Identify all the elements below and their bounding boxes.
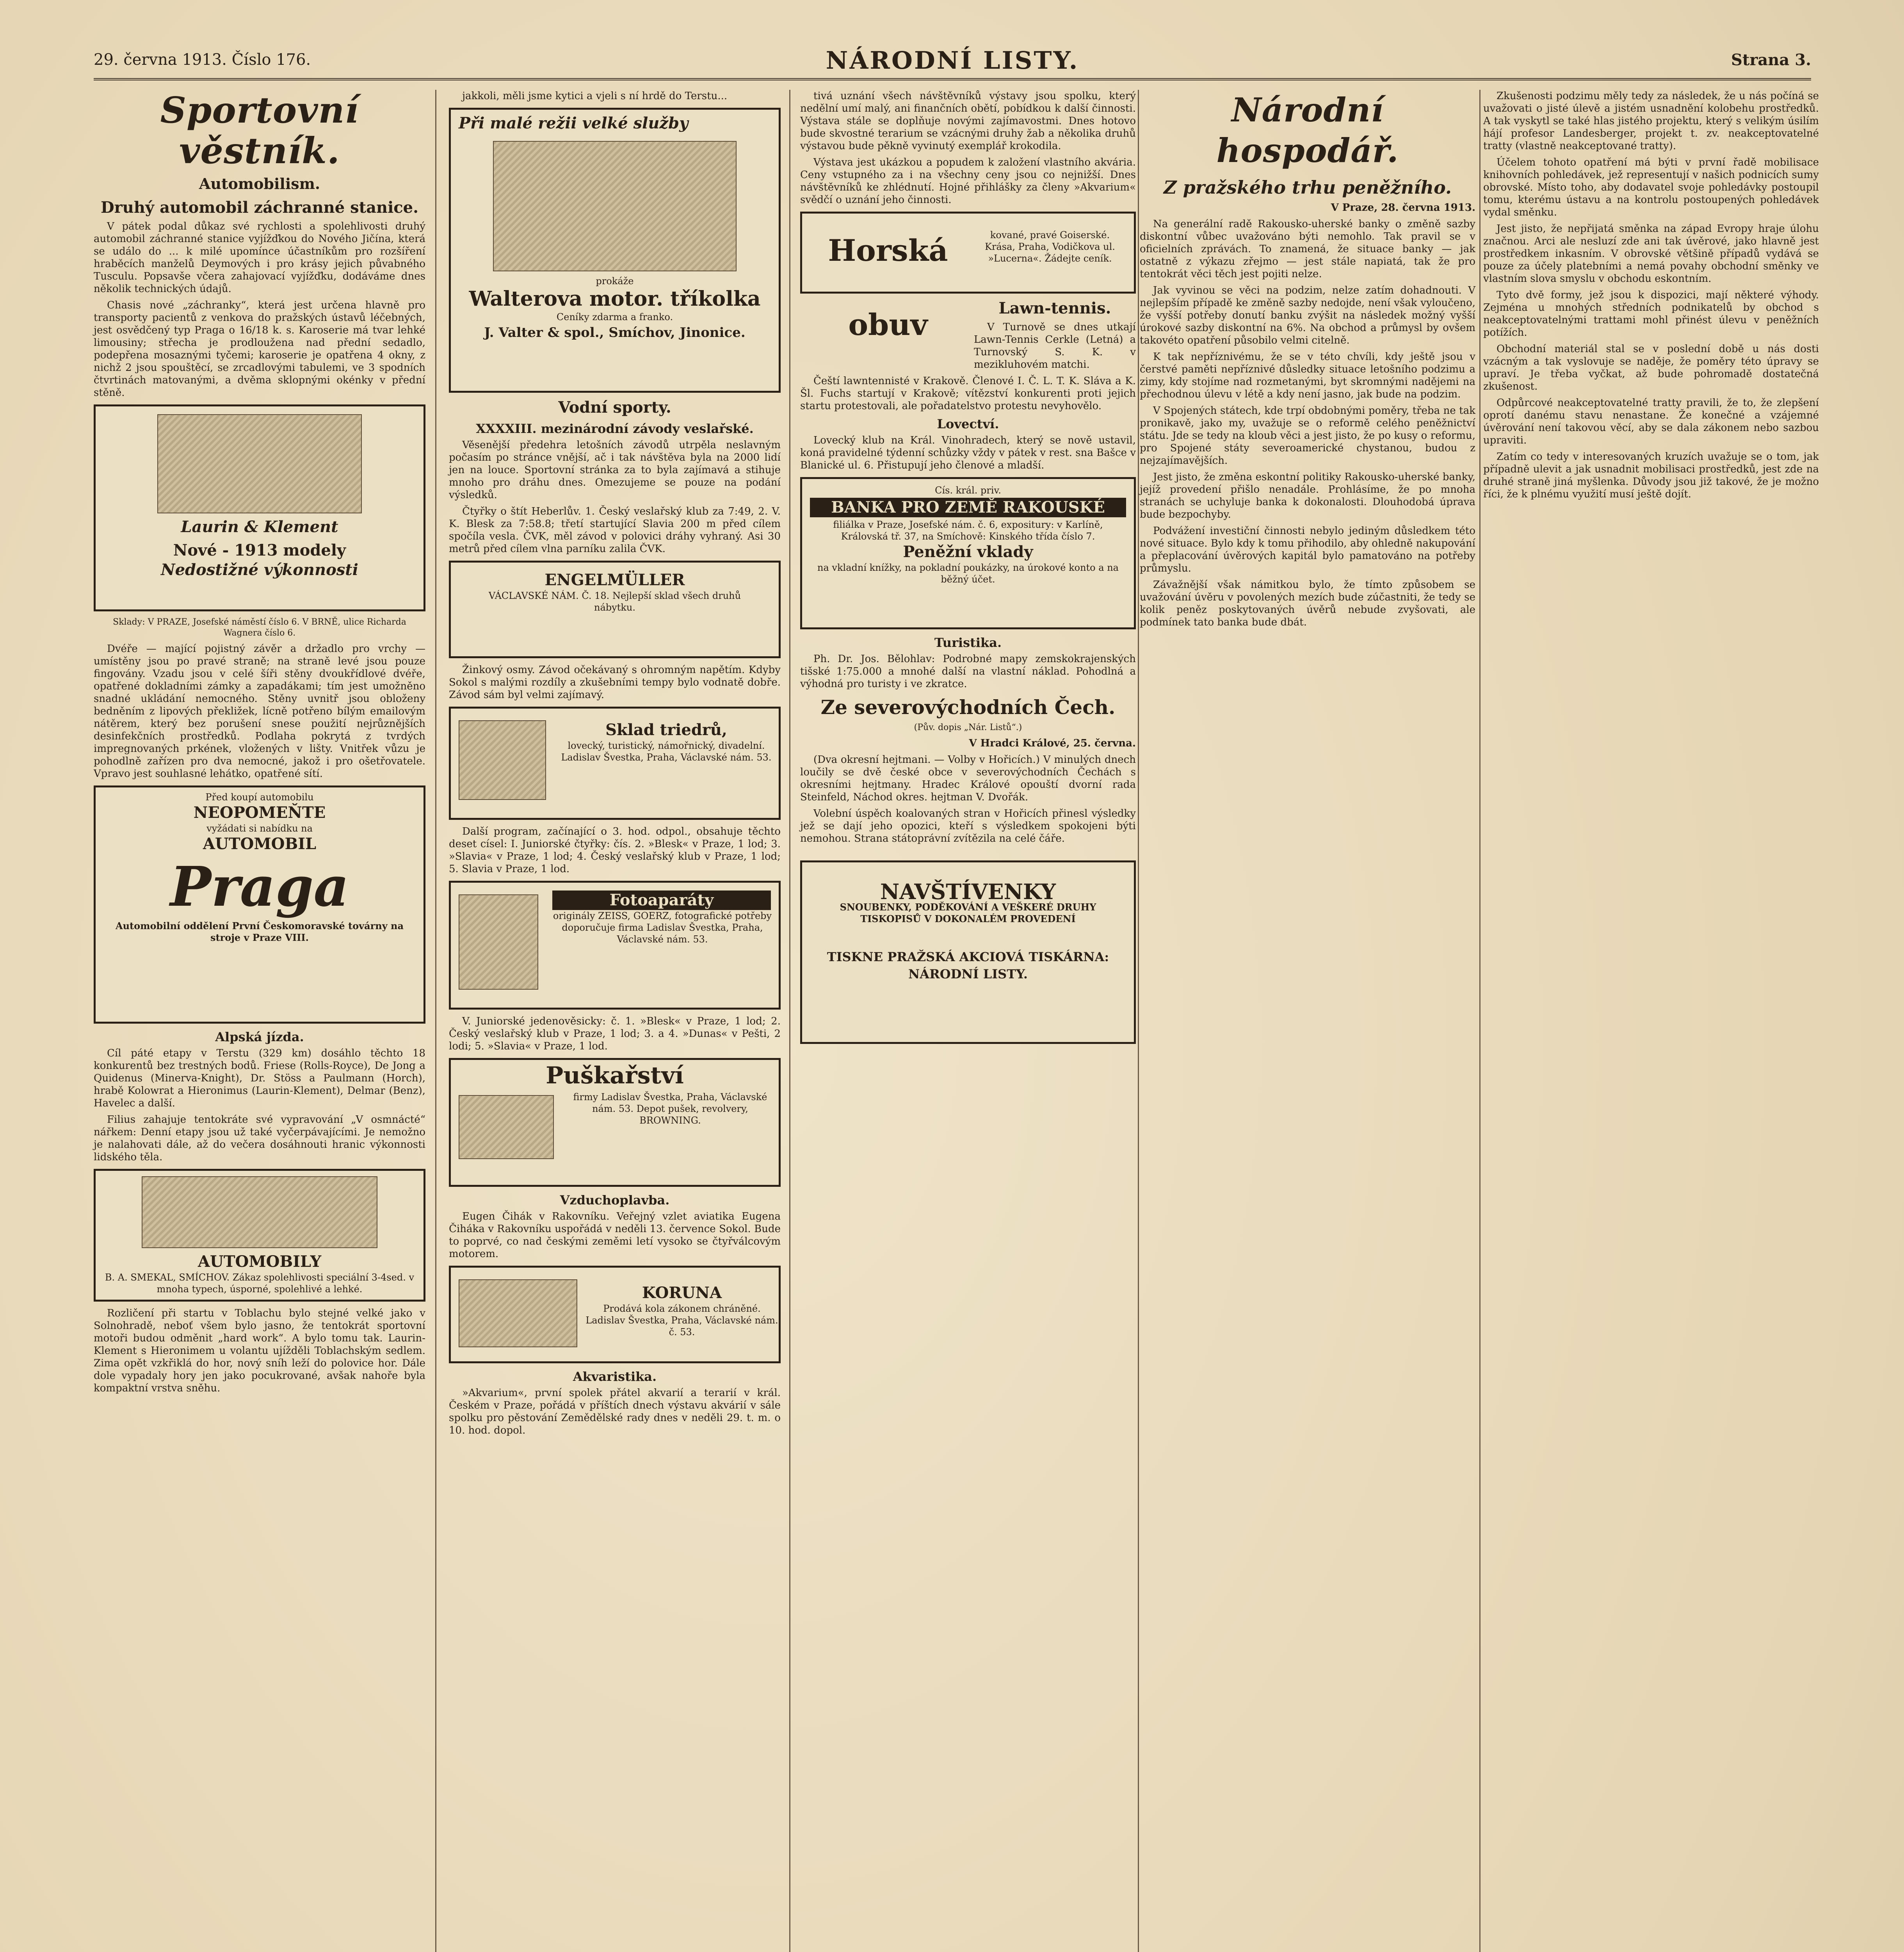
advert-puskarstvi <box>449 1058 781 1187</box>
paragraph: Jak vyvinou se věci na podzim, nelze zatím dohadnouti. V nejlepším případě ke změně sazby nedojde, není však vyloučeno, že vyšší potřeby donutí banku zvýšit na následek možný vyšší úrokové sazby diskontní na 6%. Na obchod a průmysl by ovšem takovéto opatření působilo velmi citelně. <box>1140 285 1475 346</box>
paragraph: Jest jisto, že nepřijatá směnka na západ Evropy hraje úlohu značnou. Arci ale nesluzí zde ani tak úvěrové, jako hlavně jest prostředkem inkasním. V obrovské většině případů vydává se pouze za účely platebními a nemá povahy obchodní směnky ve vlastním slova smyslu v obchodu eskontním. <box>1483 223 1819 285</box>
advert-firm: J. Valter & spol., Smíchov, Jinonice. <box>484 325 746 340</box>
paragraph: K tak nepříznivému, že se v této chvíli, kdy ještě jsou v čerstvé paměti nepříznivé důsledky situace letošního podzimu a zimy, kdy stojíme nad rozmetanými, byt skromnými nadějemi na přechodnou úlevu v létě a kdy není jasno, jak bude na podzim. <box>1140 351 1475 400</box>
advert-text: AUTOMOBIL <box>203 835 317 853</box>
advert-title: Při malé režii velké služby <box>459 114 689 132</box>
advert-triedry <box>449 707 781 820</box>
section-title-economy: Národní hospodář. <box>1216 91 1399 170</box>
paragraph: V Spojených státech, kde trpí obdobnými poměry, třeba ne tak pronikavě, jako my, uvažuje se o reformě celého peněžnictví státu. Jde se tedy na kloub věci a jest jisto, že po kusy o reformu, pro Spojené státy severoamerické chystanou, budou z nejzajímavějších. <box>1140 405 1475 467</box>
paragraph: Odpůrcové neakceptovatelné tratty pravili, že to, že zlepšení oprotí danému stavu nenastane. Že konečné a vzájemné úvěrování není takovou věcí, aby se dala zákonem nebo sazbou upraviti. <box>1483 397 1819 446</box>
paragraph: Obchodní materiál stal se v poslední době u nás dosti vzácným a tak vyslovuje se naděje, že poměry této úpravy se upraví. Je třeba vyčkat, až bude pohromadě dostatečná zkušenost. <box>1483 343 1819 392</box>
advert-title: KORUNA <box>642 1284 722 1302</box>
advert-text: VÁCLAVSKÉ NÁM. Č. 18. Nejlepší sklad všech druhů nábytku. <box>488 590 741 613</box>
advert-title: Puškařství <box>546 1062 684 1089</box>
advert-subtitle: Peněžní vklady <box>903 543 1033 561</box>
advert-banka <box>800 477 1136 629</box>
paragraph: Lovecký klub na Král. Vinohradech, který se nově ustavil, koná pravidelné týdenní schůzky vždy v pátek v rest. sna Bašce v Blanické ul. 6. Přistupují jeho členové a mladší. <box>800 435 1136 471</box>
advert-text: vyžádati si nabídku na <box>206 823 313 834</box>
advert-brand: Walterova motor. tříkolka <box>469 287 761 311</box>
article-title: Akvaristika. <box>573 1369 657 1384</box>
paragraph: »Akvarium«, první spolek přátel akvarií a terarií v král. Českém v Praze, pořádá v příštích dnech výstavu akvárií v sále spolku pro pěstování Zemědělské rady dnes v neděli 29. t. m. o 10. hod. dopol. <box>449 1387 781 1436</box>
advert-text: originály ZEISS, GOERZ, fotografické potřeby doporučuje firma Ladislav Švestka, Praha, Václavské nám. 53. <box>553 910 772 945</box>
bicycle-illustration <box>459 1279 577 1347</box>
paragraph: Dvéře — mající pojistný závěr a držadlo pro vrchy — umístěny jsou po pravé straně; na straně levé jsou pouze fingovány. Vzadu jsou v celé šíři stěny dvoukřídlové dvéře, opatřené dokladními zámky a zapadákami; tím jest umožněno snadné ukládání nemocného. Stěny uvnitř jsou obloženy bedněním z lipových překližek, lícně potřeno bílým emailovým nátěrem, který bez porušení snese použití nejrůznějších desinfekčních prostředků. Podlaha pokrytá z tvrdých impregnovaných prkének, vložených v lišty. Vnitřek vůzu je pohodlně zařízen pro dva nemocné, jakož i pro ošetřovatele. Vpravo jest souhlasné lehátko, opatřené sítí. <box>94 643 425 780</box>
article-title: Vodní sporty. <box>558 398 671 417</box>
masthead <box>94 46 1811 80</box>
paragraph: V. Juniorské jedenověsicky: č. 1. »Blesk« v Praze, 1 lod; 2. Český veslařský klub v Praze, 1 lod; 3. a 4. »Dunas« v Pešti, 2 lodi; 5. »Slavia« v Praze, 1 lod. <box>449 1015 781 1052</box>
column-rule <box>435 90 436 1952</box>
paragraph: Žinkový osmy. Závod očekávaný s ohromným napětím. Kdyby Sokol s malými rozdíly a zkušebními tempy bylo vodnatě dobře. Závod sám byl velmi zajímavý. <box>449 664 781 701</box>
advert-walter <box>449 108 781 393</box>
advert-title: AUTOMOBILY <box>198 1252 322 1271</box>
binoculars-illustration <box>459 720 546 800</box>
paragraph: Výstava jest ukázkou a popudem k založení vlastního akvária. Ceny vstupného za i na všechny ceny jsou co nejnižší. Dnes návštěvníků ke zhlédnutí. Hojné přihlášky za členy »Akvarium« svědčí o uznání jeho činnosti. <box>800 157 1136 206</box>
byline: (Pův. dopis „Nár. Listů“.) <box>914 723 1022 732</box>
paragraph: Cíl páté etapy v Terstu (329 km) dosáhlo těchto 18 konkurentů bez trestných bodů. Friese (Rolls-Royce), De Jong a Quidenus (Minerva-Knight), Dr. Stöss a Paulmann (Horch), hrabě Kolowrat a Hieronimus (Laurin-Klement), Delmar (Benz), Havelec a další. <box>94 1047 425 1109</box>
article-title: Alpská jízda. <box>215 1029 304 1044</box>
column-5 <box>1483 90 1819 1952</box>
advert-text: firmy Ladislav Švestka, Praha, Václavské nám. 53. Depot pušek, revolvery, BROWNING. <box>573 1092 767 1126</box>
paragraph: Účelem tohoto opatření má býti v první řadě mobilisace knihovních pohledávek, jež representují v našich podnicích sumy obrovské. Místo toho, aby dodavatel svoje pohledávky postoupil tomu, kterému ústavu a na kontrolu postoupených pohledávek vydal směnku. <box>1483 157 1819 218</box>
article-title: Ze severovýchodních Čech. <box>820 696 1116 719</box>
advert-smekal <box>94 1169 425 1302</box>
column-2 <box>449 90 781 1952</box>
car-illustration <box>142 1176 377 1248</box>
column-rule <box>789 90 790 1952</box>
advert-text: kované, pravé Goiserské. Krása, Praha, Vodičkova ul. »Lucerna«. Žádejte ceník. <box>985 230 1115 264</box>
advert-title: NEOPOMEŇTE <box>193 803 326 822</box>
advert-text: na vkladní knížky, na pokladní poukázky, na úrokové konto a na běžný účet. <box>817 562 1119 585</box>
advert-praga <box>94 785 425 1024</box>
car-illustration <box>157 414 362 513</box>
advert-text: B. A. SMEKAL, SMÍCHOV. Zákaz spolehlivosti speciální 3-4sed. v mnoha typech, úsporné, spolehlivé a lehké. <box>105 1272 415 1295</box>
advert-text: Ceníky zdarma a franko. <box>556 312 673 322</box>
advert-narodni-listy <box>800 860 1136 1044</box>
article-title: Druhý automobil záchranné stanice. <box>100 198 419 217</box>
article-title: Vzduchoplavba. <box>560 1193 670 1208</box>
paragraph: (Dva okresní hejtmani. — Volby v Hořicích.) V minulých dnech loučily se dvě české obce v severovýchodních Čechách s okresními hejtmany. Hradec Králové opouští dvorní rada Steinfeld, Náchod okres. hejtman V. Dvořák. <box>800 754 1136 803</box>
page-number: Strana 3. <box>1731 51 1811 69</box>
camera-illustration <box>459 894 538 990</box>
advert-koruna <box>449 1266 781 1363</box>
article-title: Lawn-tennis. <box>998 299 1111 317</box>
advert-text: Před koupí automobilu <box>205 792 314 803</box>
advert-title: Fotoaparáty <box>552 891 771 910</box>
advert-line: Nedostižné výkonnosti <box>161 561 358 579</box>
advert-text: filiálka v Praze, Josefské nám. č. 6, expositury: v Karlíně, Královská tř. 37, na Smíchově: Kinského třída číslo 7. <box>833 519 1103 542</box>
paragraph: Závažnější však námitkou bylo, že tímto způsobem se uvažování úvěru v povolených mezích bude zúčastniti, že tedy se kolik peněz poskytovaných úvěrů nebude zvyšovati, ale podmínek tato banka bude dbát. <box>1140 579 1475 628</box>
paragraph: Podvážení investiční činnosti nebylo jediným důsledkem této nové situace. Bylo kdy k tomu přihodilo, aby ohledně nakupování a přeplacování úvěrových kapitál bylo pamatováno na potřeby průmyslu. <box>1140 525 1475 574</box>
advert-text: Automobilní oddělení První Českomoravské továrny na stroje v Praze VIII. <box>115 920 404 943</box>
advert-address: Sklady: V PRAZE, Josefské náměstí číslo 6. V BRNĚ, ulice Richarda Wagnera číslo 6. <box>113 617 406 638</box>
advert-text: Prodává kola zákonem chráněné. Ladislav Švestka, Praha, Václavské nám. č. 53. <box>585 1303 778 1338</box>
article-title: Z pražského trhu peněžního. <box>1164 177 1452 198</box>
pistol-illustration <box>459 1095 554 1159</box>
advert-text: lovecký, turistický, námořnický, divadelní. Ladislav Švestka, Praha, Václavské nám. 53. <box>561 740 772 763</box>
advert-text: Cís. král. priv. <box>935 485 1001 496</box>
paragraph: Na generální radě Rakousko-uherské banky o změně sazby diskontní vůbec uvažováno býti nemohlo. Tak pravil se v oficielních zprávách. To znamená, že situace banky — jak ostatně z výkazu zřejmo — jest stále napiatá, tak že pro tentokrát věci těch jest pojiti nelze. <box>1140 218 1475 280</box>
advert-fotoaparaty <box>449 881 781 1010</box>
paragraph: Zatím co tedy v interesovaných kruzích uvažuje se o tom, jak případně ulevit a jak usnadnit mobilisaci prostředků, jest zde na druhé straně jiná myšlenka. Důvody jsou již takové, že je možno říci, že k plnému využití musí ještě dojít. <box>1483 451 1819 500</box>
advert-title: ENGELMÜLLER <box>545 571 685 589</box>
advert-text: prokáže <box>596 276 634 287</box>
column-rule <box>1479 90 1480 1952</box>
paragraph: Další program, začínající o 3. hod. odpol., obsahuje těchto deset císel: I. Juniorské čtyřky: čís. 2. »Blesk« v Praze, 1 lod; 3. »Slavia« v Praze, 1 lod; 4. Český veslařský klub v Praze, 1 lod; 5. Slavia v Praze, 1 lod. <box>449 826 781 875</box>
article-title: Turistika. <box>934 635 1002 650</box>
paragraph: Zkušenosti podzimu měly tedy za následek, že u nás počíná se uvažovati o jisté úlevě a jistém usnadnění kolobehu prostředků. A tak vyskytl se také hlas jistého projektu, který s velikým úsilím hájí profesor Landesberger, projekt t. zv. neakceptovatelné tratty (vlastně neakceptované tratty). <box>1483 90 1819 152</box>
advert-text: SNOUBENKY, PODĚKOVÁNÍ A VEŠKERÉ DRUHY TISKOPISŮ V DOKONALÉM PROVEDENÍ <box>840 901 1096 924</box>
tricycle-illustration <box>493 141 737 271</box>
article-title: Lovectví. <box>937 417 999 431</box>
dateline: V Hradci Králové, 25. června. <box>969 737 1136 749</box>
paragraph: Filius zahajuje tentokráte své vypravování „V osmnácté“ nářkem: Denní etapy jsou už také vyčerpávajícími. Je nemožno je nalahovati dále, až do večera dosáhnouti hranic výkonnosti lidského těla. <box>94 1114 425 1163</box>
advert-title: BANKA PRO ZEMĚ RAKOUSKÉ <box>810 498 1126 517</box>
paragraph: V pátek podal důkaz své rychlosti a spolehlivosti druhý automobil záchranné stanice vyjížďkou do Nového Jičína, která se událo do ... k milé upomínce účastníkům pro rozšíření hraběcích manželů Deymových i pro krásy jejich půvabného Tusculu. Popsavše včera zahajovací vyjížďku, dodáváme dnes několik technických údajů. <box>94 221 425 295</box>
column-4 <box>1140 90 1475 1952</box>
paragraph: Ph. Dr. Jos. Bělohlav: Podrobné mapy zemskokrajenských tišské 1:75.000 a mnohé další na vlastní náklad. Pohodlná a výhodná pro turisty i ve zkratce. <box>800 653 1136 690</box>
issue-date: 29. června 1913. Číslo 176. <box>94 51 311 69</box>
advert-title: NAVŠTÍVENKY <box>880 879 1056 904</box>
subheading: Automobilism. <box>199 175 320 192</box>
advert-line: Nové - 1913 modely <box>173 541 346 559</box>
section-title-sport: Sportovní věstník. <box>160 89 359 172</box>
column-1 <box>94 90 425 1952</box>
column-rule <box>1138 90 1139 1952</box>
paragraph: Eugen Čihák v Rakovníku. Veřejný vzlet aviatika Eugena Čiháka v Rakovníku uspořádá v neděli 13. července Sokol. Bude to poprvé, co nad českými zeměmi letí vysoko se čtyřválcovým motorem. <box>449 1211 781 1260</box>
paragraph: Volební úspěch koalovaných stran v Hořicích přinesl výsledky jež se dají jeho opozici, kteří s výsledkem spokojeni býti nemohou. Strana státoprávní zvítězila na celé čáře. <box>800 808 1136 844</box>
paragraph: V Turnově se dnes utkají Lawn-Tennis Cerkle (Letná) a Turnovský S. K. v mezikluhovém matchi. <box>974 321 1136 370</box>
newspaper-title: NÁRODNÍ LISTY. <box>826 46 1079 75</box>
advert-engelmuller <box>449 561 781 658</box>
paragraph: Rozličení při startu v Toblachu bylo stejné velké jako v Solnohradě, neboť všem bylo jasno, že tentokrát sportovní motoři budou odměnit „hard work“. A bylo tomu tak. Laurin-Klement s Hieronimem u volantu ujížděli Toblachským sedlem. Zima opět vzkřiklá do hor, nový sníh leží do polovice hor. Dále dole vypadaly hory jen jako pocukrované, avšak nahoře byla kompaktní vrstva sněhu. <box>94 1307 425 1394</box>
paragraph: Věsenější předehra letošních závodů utrpěla neslavným počasím po stránce vnější, ač i tak návštěva byla na 2000 lidí jen na louce. Sportovní stránka za to byla zajímavá a stihuje mnoho pro dráhu dnes. Omezujeme se pouze na podání výsledků. <box>449 439 781 501</box>
advert-laurin-klement <box>94 404 425 611</box>
dateline: V Praze, 28. června 1913. <box>1331 202 1475 214</box>
paragraph: Tyto dvě formy, jež jsou k dispozici, mají některé výhody. Zejména u mnohých středních podnikatelů by obchod s neakceptovatelnými trattami mohl přinést úlevu v peněžních potížích. <box>1483 289 1819 338</box>
advert-brand: Laurin & Klement <box>181 518 338 536</box>
advert-title: Sklad triedrů, <box>605 721 727 739</box>
paragraph: Čeští lawntennisté v Krakově. Členové I. Č. L. T. K. Sláva a K. Šl. Fuchs startují v Krakově; vítězství konkurenti proti jejich startu protestovali, ale pořadatelstvo protestu nevyhovělo. <box>800 375 1136 412</box>
subheading: XXXXIII. mezinárodní závody veslařské. <box>476 421 754 436</box>
paragraph: jakkoli, měli jsme kytici a vjeli s ní hrdě do Terstu... <box>462 90 728 102</box>
column-3 <box>800 90 1136 1952</box>
paragraph: tivá uznání všech návštěvníků výstavy jsou spolku, který nedělní umí malý, ani finančních obětí, pobídkou k další činnosti. Výstava stále se doplňuje novými zajímavostmi. Dnes hotovo bude skvostné terarium se vzácnými druhy žab a několika druhů výstavou bude pěkně vyvinutý exemplář krokodila. <box>800 90 1136 152</box>
paragraph: Jest jisto, že změna eskontní politiky Rakousko-uherské banky, jejíž provedení přišlo nenadále. Prohlásíme, že po mnoha stranách se uchyluje banka k dokonalosti. Dlouhodobá úprava bude bezpochyby. <box>1140 471 1475 520</box>
paragraph: Chasis nové „záchranky“, která jest určena hlavně pro transporty pacientů z venkova do pražských ústavů léčebných, jest osvědčený typ Praga o 16/18 k. s. Karoserie má tvar lehké limousiny; střecha je prodloužena nad přední sedadlo, podepřena mosaznými tyčemi; karoserie je opatřena 4 okny, z nichž 2 jsou spouštěcí, se zrcadlovými tabulemi, ve 3 spodních čtvrtinách matovanými, a dvěma sklopnými okénky v přední stěně. <box>94 299 425 399</box>
advert-footer: TISKNE PRAŽSKÁ AKCIOVÁ TISKÁRNA: NÁRODNÍ LISTY. <box>827 949 1109 981</box>
advert-title: Horská obuv <box>828 233 948 342</box>
advert-brand: Praga <box>170 855 349 919</box>
paragraph: Čtyřky o štít Heberlův. 1. Český veslařský klub za 7:49, 2. V. K. Blesk za 7:58.8; třetí startující Slavia 200 m před cílem spočíla vesla. ČVK, měl závod v polovici dráhy vyhraný. Asi 30 metrů před cílem vlna parníku zalila ČVK. <box>449 506 781 555</box>
